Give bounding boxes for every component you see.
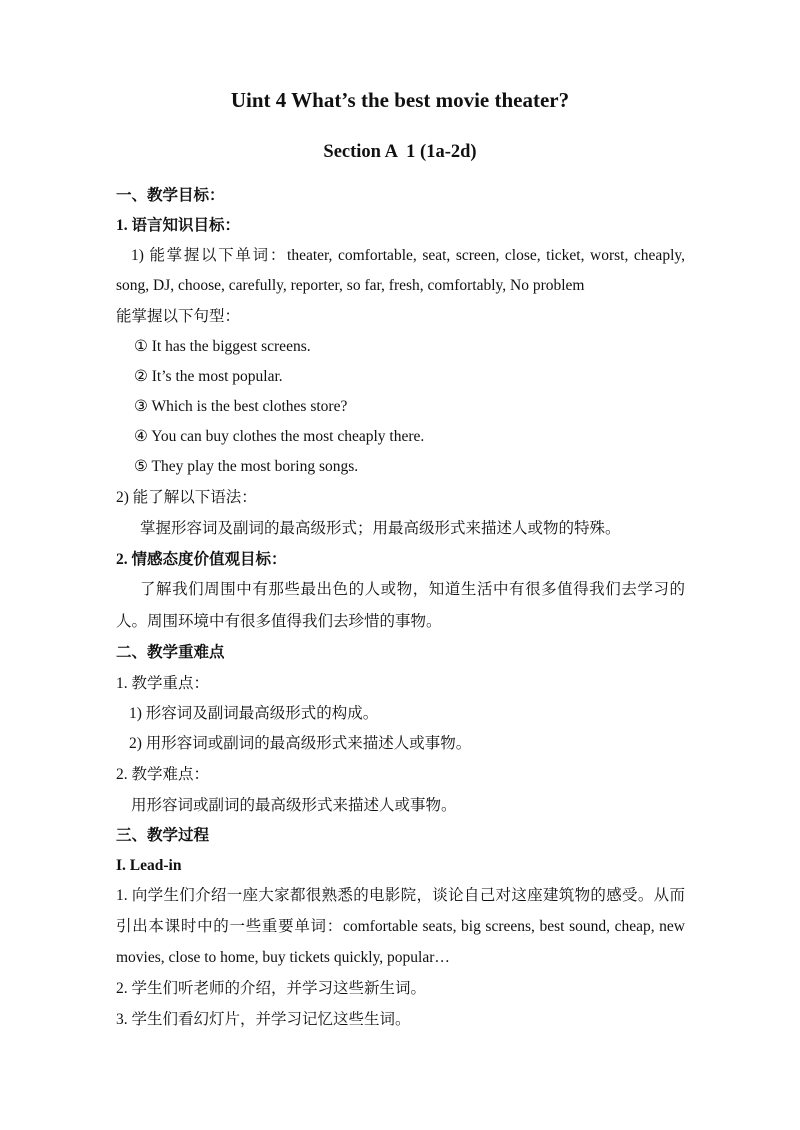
key-difficult-points-heading: 二、教学重难点 (116, 644, 225, 661)
step-1-line-2: 引出本课时中的一些重要单词：comfortable seats, big screens, best sound, cheap, new (116, 918, 685, 935)
difficult-point-text: 用形容词或副词的最高级形式来描述人或事物。 (131, 797, 457, 814)
section-subtitle: Section A 1 (1a-2d) (323, 142, 477, 162)
attitude-text-line-2: 人。周围环境中有很多值得我们去珍惜的事物。 (116, 613, 442, 630)
step-1-line-1: 1. 向学生们介绍一座大家都很熟悉的电影院，谈论自己对这座建筑物的感受。从而 (116, 887, 685, 904)
sentence-item: ① It has the biggest screens. (134, 338, 311, 355)
key-point-item: 1) 形容词及副词最高级形式的构成。 (129, 705, 379, 722)
grammar-text: 掌握形容词及副词的最高级形式；用最高级形式来描述人或物的特殊。 (140, 520, 621, 537)
vocabulary-line-1: 1) 能掌握以下单词：theater, comfortable, seat, screen, close, ticket, worst, cheaply, (131, 247, 685, 264)
vocabulary-line-2: song, DJ, choose, carefully, reporter, so far, fresh, comfortably, No problem (116, 277, 585, 294)
grammar-heading: 2) 能了解以下语法： (116, 489, 257, 506)
lead-in-heading: I. Lead-in (116, 857, 182, 874)
document-title: Uint 4 What’s the best movie theater? (230, 88, 570, 112)
attitude-text-line-1: 了解我们周围中有那些最出色的人或物，知道生活中有很多值得我们去学习的 (140, 581, 685, 598)
teaching-process-heading: 三、教学过程 (116, 827, 210, 844)
key-points-heading: 1. 教学重点： (116, 675, 210, 692)
step-1-line-3: movies, close to home, buy tickets quickly, popular… (116, 949, 450, 966)
sentence-item: ④ You can buy clothes the most cheaply there. (134, 428, 425, 445)
sentence-item: ③ Which is the best clothes store? (134, 398, 348, 415)
step-3: 3. 学生们看幻灯片，并学习记忆这些生词。 (116, 1011, 411, 1028)
sentence-item: ⑤ They play the most boring songs. (134, 458, 359, 475)
attitude-goals-heading: 2. 情感态度价值观目标： (116, 551, 287, 568)
key-point-item: 2) 用形容词或副词的最高级形式来描述人或事物。 (129, 735, 472, 752)
sentence-patterns-heading: 能掌握以下句型： (116, 308, 241, 325)
language-goals-heading: 1. 语言知识目标： (116, 217, 241, 234)
step-2: 2. 学生们听老师的介绍，并学习这些新生词。 (116, 980, 427, 997)
sentence-item: ② It’s the most popular. (134, 368, 283, 385)
difficult-points-heading: 2. 教学难点： (116, 766, 210, 783)
teaching-goals-heading: 一、教学目标： (116, 187, 225, 204)
